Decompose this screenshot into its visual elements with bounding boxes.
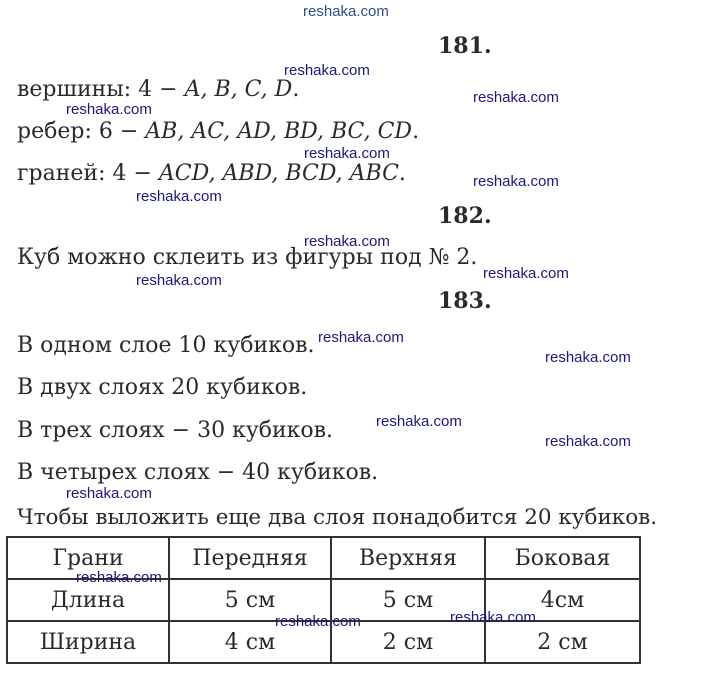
table-cell: 2 см (331, 621, 485, 663)
watermark: reshaka.com (376, 413, 462, 430)
task-number-183: 183. (438, 288, 492, 314)
watermark: reshaka.com (275, 613, 361, 630)
watermark: reshaka.com (304, 145, 390, 162)
table-cell: 5 см (169, 579, 331, 621)
watermark: reshaka.com (304, 233, 390, 250)
watermark: reshaka.com (136, 272, 222, 289)
watermark: reshaka.com (545, 349, 631, 366)
watermark: reshaka.com (483, 265, 569, 282)
watermark: reshaka.com (76, 569, 162, 586)
watermark: reshaka.com (545, 433, 631, 450)
task183-line-4: В четырех слоях − 40 кубиков. (17, 460, 379, 485)
watermark: reshaka.com (318, 329, 404, 346)
task-number-182: 182. (438, 203, 492, 229)
watermark: reshaka.com (136, 188, 222, 205)
table-header-cell: Грани (7, 537, 169, 579)
watermark: reshaka.com (450, 609, 536, 626)
task183-line-5: Чтобы выложить еще два слоя понадобится 20 кубиков. (17, 505, 658, 530)
task183-line-1: В одном слое 10 кубиков. (17, 333, 315, 358)
watermark: reshaka.com (66, 485, 152, 502)
watermark: reshaka.com (66, 101, 152, 118)
task183-line-2: В двух слоях 20 кубиков. (17, 375, 308, 400)
table-header-cell: Боковая (485, 537, 640, 579)
watermark: reshaka.com (473, 89, 559, 106)
table-cell: 5 см (331, 579, 485, 621)
table-header-cell: Передняя (169, 537, 331, 579)
table-cell: Длина (7, 579, 169, 621)
task182-text: Куб можно склеить из фигуры под № 2. (17, 245, 478, 270)
vertices-line: вершины: 4 − A, B, C, D. (17, 77, 300, 102)
table-cell: 2 см (485, 621, 640, 663)
watermark: reshaka.com (473, 173, 559, 190)
faces-table (6, 536, 641, 664)
task-number-181: 181. (438, 33, 492, 59)
table-header-cell: Верхняя (331, 537, 485, 579)
faces-line: граней: 4 − ACD, ABD, BCD, ABC. (17, 161, 406, 186)
task183-line-3: В трех слоях − 30 кубиков. (17, 418, 334, 443)
table-cell: Ширина (7, 621, 169, 663)
edges-line: ребер: 6 − AB, AC, AD, BD, BC, CD. (17, 119, 420, 144)
watermark: reshaka.com (284, 62, 370, 79)
watermark-top: reshaka.com (303, 3, 389, 20)
table-cell: 4см (485, 579, 640, 621)
table-cell: 4 см (169, 621, 331, 663)
